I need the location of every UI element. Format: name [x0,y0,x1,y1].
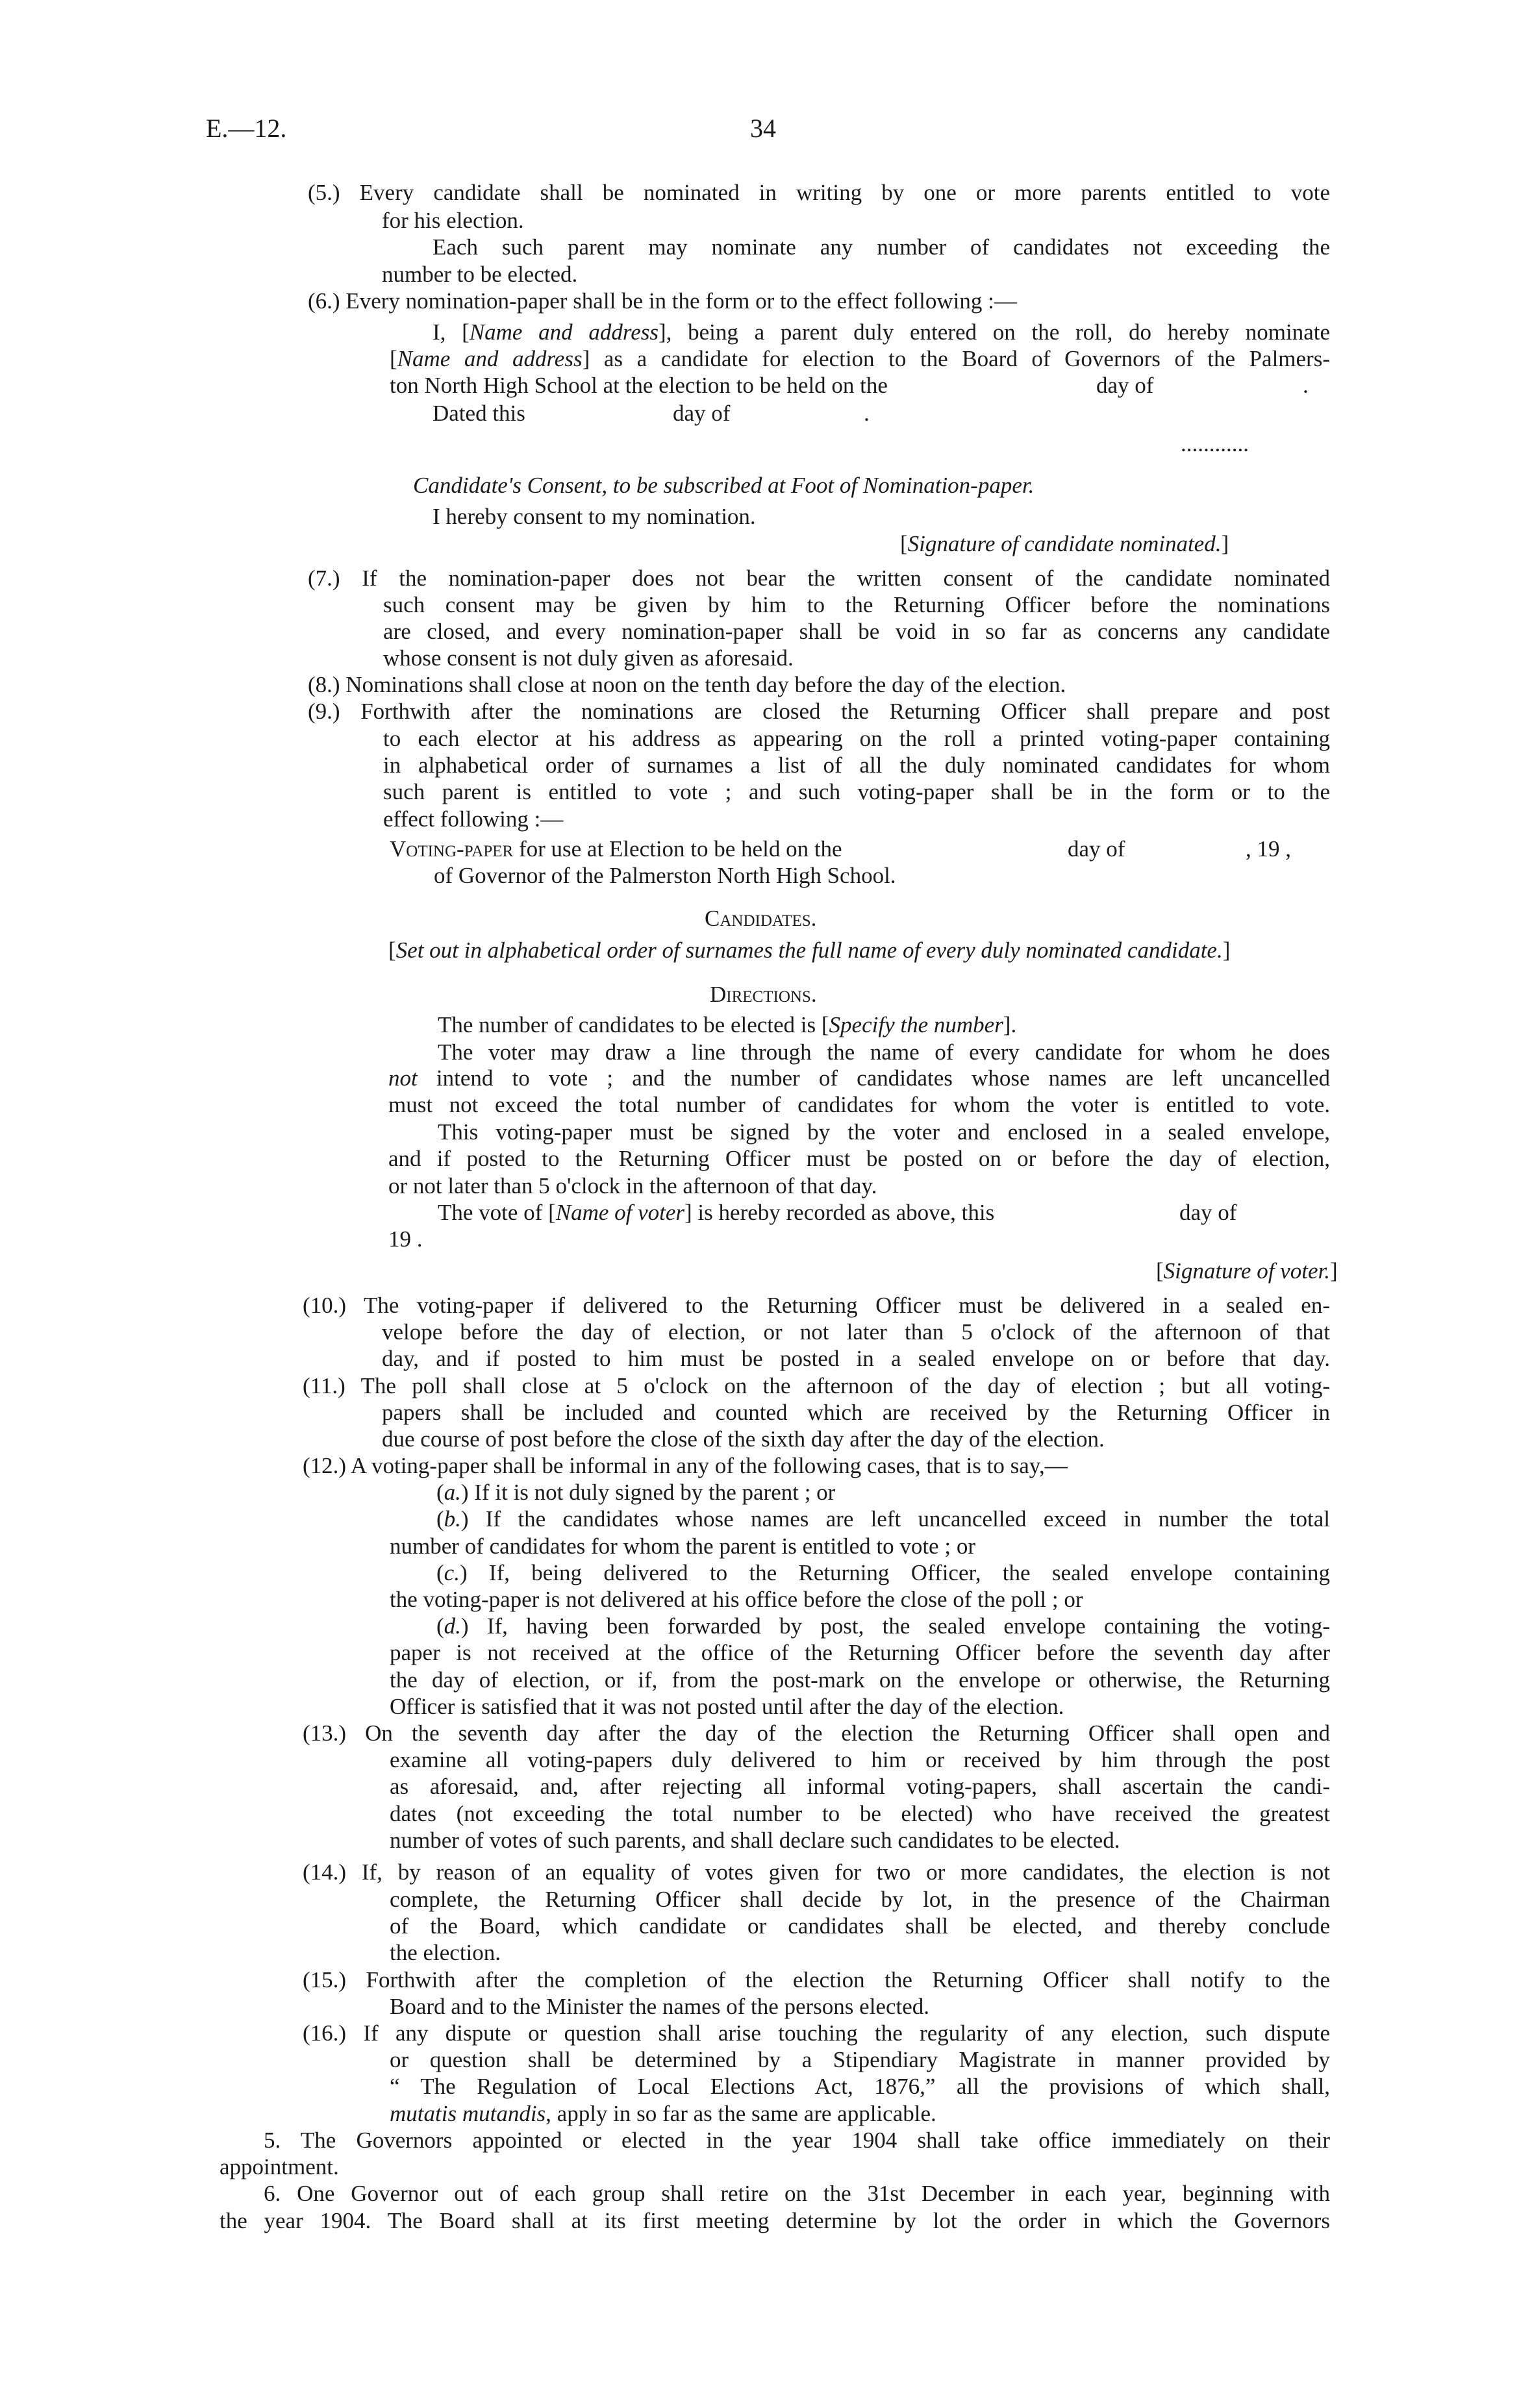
text-run: 19 . [388,1226,423,1252]
text-run: or question shall be determined by a Stipendiary Magistrate in manner provided by [390,2047,1330,2072]
text-run: [ [390,346,397,371]
text-run: [ [388,937,396,963]
text-run: 5. The Governors appointed or elected in the year 1904 shall take office immediately on their [264,2128,1330,2153]
text-line-p8-a [308,671,1066,698]
text-run: b. [444,1506,461,1532]
text-run: “ The Regulation of Local Elections Act, 1876,” all the provisions of which shall, [390,2074,1330,2099]
text-line-f1-c3 [1303,372,1309,399]
text-line-p14-a [303,1859,1330,1885]
text-line-vp-a3 [1246,836,1291,862]
text-line-vp-a2 [1068,836,1125,862]
text-run: (10.) The voting-paper if delivered to the Returning Officer must be delivered in a sealed en- [303,1293,1330,1318]
text-run: velope before the day of election, or not later than 5 o'clock of the afternoon of that [382,1319,1330,1345]
text-run: [ [1156,1258,1164,1284]
page-number: 34 [750,114,776,143]
text-run: appointment. [220,2154,339,2179]
text-line-p11-c [382,1426,1105,1452]
text-run: (7.) If the nomination-paper does not bear the written consent of the candidate nominated [308,565,1330,591]
text-run: Signature of candidate nominated. [907,531,1222,556]
text-line-p14-b [390,1886,1330,1913]
text-line-dir-i [388,1226,423,1252]
text-line-p13-c [390,1773,1330,1800]
text-line-p6-a [308,288,1017,314]
text-line-f1-d [433,400,525,427]
text-line-p12-c [436,1506,1330,1532]
text-run: such consent may be given by him to the Returning Officer before the nominations [383,592,1330,617]
text-line-p7-b [383,591,1330,618]
text-run: effect following :— [383,806,564,832]
running-header: E.—12. [206,114,287,143]
text-line-f1-c2 [1096,372,1153,399]
text-line-cons-sig [900,530,1229,557]
text-run: The voter may draw a line through the name of every candidate for whom he does [438,1039,1330,1065]
text-line-p11-b [382,1399,1330,1426]
text-line-p10-b [382,1319,1330,1345]
text-run: I hereby consent to my nomination. [433,504,756,529]
text-line-p12-f [390,1586,1083,1613]
text-line-f1-d2 [673,400,730,427]
text-run: number of candidates for whom the parent is entitled to vote ; or [390,1533,975,1559]
text-line-p16-a [303,2020,1330,2046]
text-run: Name and address [397,346,583,371]
text-run: such parent is entitled to vote ; and such voting-paper shall be in the form or to the [383,779,1330,804]
text-line-p13-d [390,1800,1330,1827]
text-run: ( [436,1560,444,1585]
text-line-cons-a [433,503,756,530]
text-run: (15.) Forthwith after the completion of the election the Returning Officer shall notify to the [303,1967,1330,1992]
text-line-p13-b [390,1746,1330,1773]
text-line-p15-b [390,1993,929,2020]
text-run: The number of candidates to be elected is [ [438,1012,829,1037]
text-line-dir-d [388,1091,1330,1118]
text-line-p14-c [390,1913,1330,1939]
text-run: This voting-paper must be signed by the voter and enclosed in a sealed envelope, [438,1119,1330,1145]
text-run: day of [673,401,731,426]
text-line-p12-a [303,1452,1068,1479]
text-line-p12-e [436,1559,1330,1586]
text-line-dir-h [710,981,817,1008]
text-line-p5-d [382,261,577,288]
text-line-p12-i [390,1667,1330,1693]
text-run: 6. One Governor out of each group shall retire on the 31st December in each year, beginning with [264,2181,1330,2206]
text-run: I, [ [433,319,470,345]
text-run: (12.) A voting-paper shall be informal in any of the following cases, that is to say,— [303,1453,1068,1478]
text-run: d. [444,1613,461,1639]
text-line-dir-h3 [1179,1199,1237,1226]
text-run: to each elector at his address as appearing on the roll a printed voting-paper containing [383,726,1330,751]
text-run: Candidate's Consent, to be subscribed at Foot of Nomination-paper. [413,473,1035,498]
text-run: , apply in so far as the same are applicable. [546,2101,936,2126]
text-run: the day of election, or if, from the post-mark on the envelope or otherwise, the Returning [390,1667,1330,1693]
text-run: of the Board, which candidate or candidates shall be elected, and thereby conclude [390,1913,1330,1939]
text-line-p12-b [436,1479,835,1506]
text-line-p16-d [390,2100,936,2127]
text-line-s6-a [264,2180,1330,2207]
text-run: ) If, being delivered to the Returning Officer, the sealed envelope containing [459,1560,1330,1585]
text-run: day of [1068,836,1125,862]
text-run: papers shall be included and counted which are received by the Returning Officer in [382,1400,1330,1425]
text-line-s5-b [220,2154,339,2180]
text-run: ( [436,1480,444,1505]
text-run: paper is not received at the office of the Returning Officer before the seventh day after [390,1640,1330,1665]
text-run: ]. [1003,1012,1017,1037]
text-run: Name of voter [555,1200,685,1225]
text-run: . [1303,373,1309,398]
text-run: ) If the candidates whose names are left uncancelled exceed in number the total [460,1506,1330,1532]
text-run: Directions. [710,982,817,1007]
text-run: the voting-paper is not delivered at his office before the close of the poll ; or [390,1587,1083,1612]
text-line-p5-a [308,179,1330,206]
text-run: day, and if posted to him must be posted in a sealed envelope on or before that day. [382,1346,1330,1371]
text-run: mutatis mutandis [390,2101,546,2126]
text-run: (13.) On the seventh day after the day of the election the Returning Officer shall open and [303,1720,1330,1746]
text-run: ) If, having been forwarded by post, the sealed envelope containing the voting- [460,1613,1330,1639]
text-run: ] [1222,937,1231,963]
text-line-vp-a [390,836,842,862]
text-line-vp-b [434,862,896,889]
text-run: (9.) Forthwith after the nominations are closed the Returning Officer shall prepare and post [308,699,1330,724]
text-run: Voting-paper [390,836,514,862]
text-line-cand-h [705,905,816,932]
text-run: ] as a candidate for election to the Board of Governors of the Palmers- [582,346,1330,371]
text-run: dates (not exceeding the total number to be elected) who have received the greatest [390,1801,1330,1826]
text-run: (5.) Every candidate shall be nominated in writing by one or more parents entitled to vote [308,180,1330,205]
text-line-p12-h [390,1639,1330,1666]
text-line-p11-a [303,1372,1330,1399]
text-line-dir-a [438,1012,1016,1038]
text-run: complete, the Returning Officer shall decide by lot, in the presence of the Chairman [390,1887,1330,1912]
text-run: number to be elected. [382,262,578,287]
text-run: the election. [390,1940,501,1965]
text-run: must not exceed the total number of candidates for whom the voter is entitled to vote. [388,1092,1330,1117]
text-line-p14-d [390,1939,501,1966]
text-line-p9-d [383,778,1330,805]
text-run: ], being a parent duly entered on the roll, do hereby nominate [659,319,1330,345]
text-run: intend to vote ; and the number of candidates whose names are left uncancelled [417,1065,1330,1091]
text-run: of Governor of the Palmerston North High School. [434,863,896,888]
text-line-p5-c [433,234,1330,260]
text-line-p7-c [383,618,1330,645]
text-line-p7-d [383,645,794,671]
text-run: [ [900,531,908,556]
text-line-f1-b [390,345,1330,372]
text-line-p10-c [382,1345,1330,1372]
text-line-f1-c [390,372,888,399]
text-run: Dated this [433,401,525,426]
text-run: ............ [1181,431,1249,456]
text-run: or not later than 5 o'clock in the afternoon of that day. [388,1173,877,1198]
text-line-p13-e [390,1827,1120,1854]
text-run: a. [444,1480,461,1505]
text-line-p5-b [382,207,524,234]
text-run: (16.) If any dispute or question shall arise touching the regularity of any election, such dispute [303,2020,1330,2046]
text-line-cand-a [388,937,1230,963]
text-run: ] [1221,531,1229,556]
text-line-f1-dots [1181,430,1249,457]
text-run: due course of post before the close of the sixth day after the day of the election. [382,1426,1105,1452]
text-run: Set out in alphabetical order of surnames the full name of every duly nominated candidate. [395,937,1223,963]
text-line-s6-b [220,2207,1330,2234]
text-run: are closed, and every nomination-paper shall be void in so far as concerns any candidate [383,619,1330,644]
text-run: ton North High School at the election to be held on the [390,373,888,398]
text-line-dir-c [388,1065,1330,1091]
text-run: Name and address [469,319,659,345]
text-line-dir-sig [1156,1258,1338,1284]
text-run: and if posted to the Returning Officer must be posted on or before the day of election, [388,1146,1330,1171]
text-run: ( [436,1506,444,1532]
text-run: (6.) Every nomination-paper shall be in the form or to the effect following :— [308,288,1017,314]
text-run: . [864,401,870,426]
text-line-p12-d [390,1533,975,1559]
text-line-dir-e [438,1119,1330,1145]
text-run: Each such parent may nominate any number of candidates not exceeding the [433,234,1330,260]
text-run: (11.) The poll shall close at 5 o'clock on the afternoon of the day of election ; but all voting- [303,1373,1330,1398]
text-run: day of [1096,373,1154,398]
text-line-dir-f [388,1145,1330,1172]
text-line-f1-d3 [864,400,870,427]
text-line-p9-e [383,806,563,832]
text-run: Signature of voter. [1163,1258,1330,1284]
text-line-f1-a [433,319,1330,345]
text-line-p16-b [390,2046,1330,2073]
text-run: c. [444,1560,460,1585]
text-run: in alphabetical order of surnames a list of all the duly nominated candidates for whom [383,752,1330,778]
text-line-p10-a [303,1292,1330,1319]
text-run: day of [1179,1200,1237,1225]
text-run: ] is hereby recorded as above, this [684,1200,995,1225]
text-run: as aforesaid, and, after rejecting all informal voting-papers, shall ascertain the candi- [390,1774,1330,1799]
text-line-dir-g [388,1173,877,1199]
text-line-s5-a [264,2127,1330,2154]
text-run: for use at Election to be held on the [513,836,842,862]
text-run: ( [436,1613,444,1639]
text-run: Board and to the Minister the names of the persons elected. [390,1994,930,2019]
text-line-cons-h [413,472,1034,499]
text-line-p12-g [436,1613,1330,1639]
text-run: whose consent is not duly given as aforesaid. [383,645,794,671]
text-line-p12-j [390,1693,1064,1720]
text-run: The vote of [ [438,1200,556,1225]
text-run: Officer is satisfied that it was not posted until after the day of the election. [390,1694,1064,1719]
text-line-p7-a [308,565,1330,591]
text-line-dir-b [438,1039,1330,1065]
text-line-p9-a [308,698,1330,725]
text-run: number of votes of such parents, and shall declare such candidates to be elected. [390,1828,1120,1853]
text-run: , 19 , [1246,836,1291,862]
text-line-p15-a [303,1967,1330,1993]
text-run: Specify the number [829,1012,1003,1037]
text-line-p16-c [390,2073,1330,2100]
text-line-p9-c [383,752,1330,778]
text-run: examine all voting-papers duly delivered to him or received by him through the post [390,1747,1330,1772]
text-run: ) If it is not duly signed by the parent ; or [460,1480,836,1505]
text-line-p13-a [303,1720,1330,1746]
text-run: for his election. [382,208,524,233]
text-run: not [388,1065,418,1091]
text-run: ] [1329,1258,1338,1284]
text-line-p9-b [383,725,1330,752]
text-line-dir-h2 [438,1199,994,1226]
text-run: Candidates. [705,906,817,931]
text-run: the year 1904. The Board shall at its first meeting determine by lot the order in which the Governors [220,2208,1330,2233]
text-run: (8.) Nominations shall close at noon on the tenth day before the day of the election. [308,672,1066,697]
text-run: (14.) If, by reason of an equality of votes given for two or more candidates, the election is not [303,1859,1330,1885]
